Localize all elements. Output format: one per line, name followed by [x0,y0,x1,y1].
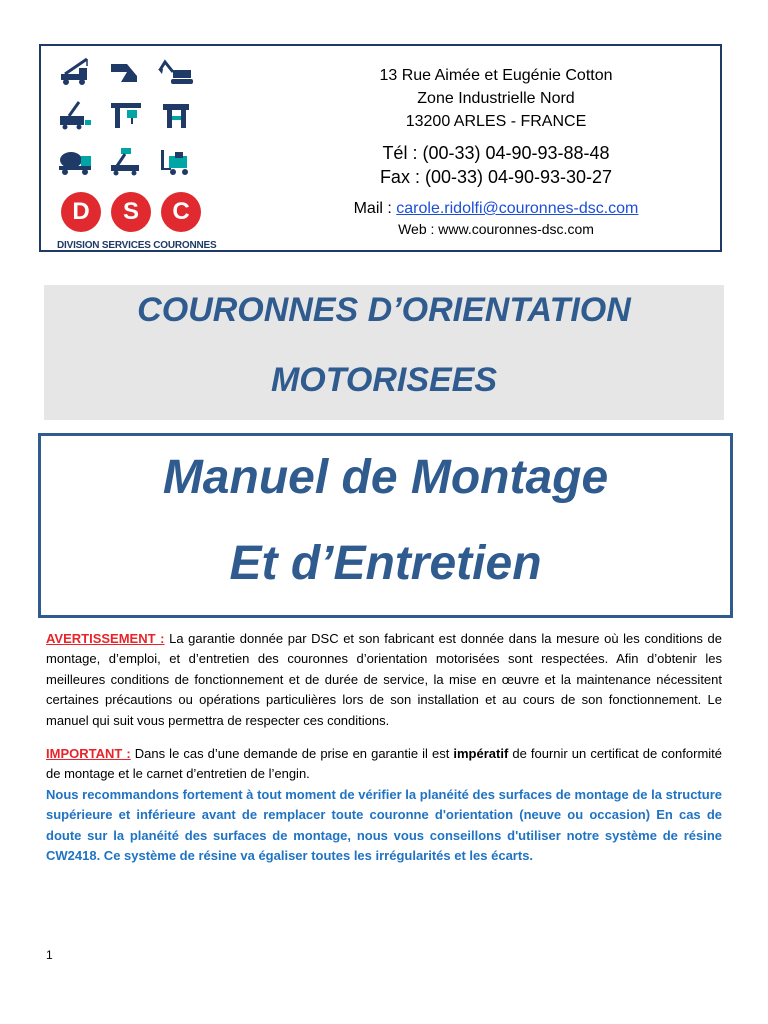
aerial-lift-icon [107,146,145,176]
machine-icon-grid [55,54,205,186]
logo-subtitle: DIVISION SERVICES COURONNES [57,240,217,251]
warning-text: La garantie donnée par DSC et son fabricant est donnée dans la mesure où les conditions de montage, d’emploi, et d’entretien des couronnes d’orientation motorisées sont respectées. Afin d’obtenir les meilleures conditions de fonctionnement et de durée de service, la mise en œuvre et la maintenance nécessitent certaines précautions ou opérations particulières lors de son installation et au cours de son fonctionnement. Le manuel qui suit vous permettra de respecter ces conditions. [46,631,722,728]
logo-letter-s: S [111,192,151,232]
logo-letter-d: D [61,192,101,232]
banner-title-line-2: MOTORISEES [270,361,498,399]
important-paragraph [46,744,722,866]
recommendation-text: Nous recommandons fortement à tout moment de vérifier la planéité des surfaces de montage de la structure supérieure et inférieure avant de remplacer toute couronne d'orientation (neuve ou occasion) En cas de doute sur la planéité des surfaces de montage, nous vous conseillons d'utiliser notre système de résine CW2418. Ce système de résine va égaliser toutes les irrégularités et les écarts. [46,786,722,864]
manual-title-box [38,433,733,618]
address-line-3: 13200 ARLES - FRANCE [405,113,587,130]
important-text-before: Dans le cas d’une demande de prise en garantie il est [130,746,454,761]
mail-link[interactable]: carole.ridolfi@couronnes-dsc.com [396,200,639,217]
contact-block [291,64,701,238]
excavator-icon [157,56,195,86]
warning-paragraph [46,629,722,731]
crane-truck-icon [57,56,95,86]
title-banner [44,285,724,420]
company-logo [55,54,217,254]
warning-label: AVERTISSEMENT : [46,631,165,646]
ramp-icon [107,56,145,86]
drill-rig-icon [57,100,95,130]
mail-line [291,197,701,220]
gantry-icon [107,100,145,130]
header-box [39,44,722,252]
website: Web : www.couronnes-dsc.com [398,221,594,237]
important-label: IMPORTANT : [46,746,131,761]
forklift-icon [157,100,195,130]
address-line-1: 13 Rue Aimée et Eugénie Cotton [379,67,613,84]
address-line-2: Zone Industrielle Nord [417,90,575,107]
banner-title-line-1: COURONNES D’ORIENTATION [137,291,631,329]
manual-title-line-1: Manuel de Montage [162,451,609,504]
fax: Fax : (00-33) 04-90-93-30-27 [379,167,613,187]
concrete-mixer-icon [57,146,95,176]
dsc-logo-letters [61,192,211,236]
important-text-after: de fournir un certificat de conformité de montage et le carnet d’entretien de l’engin. [46,746,723,782]
telephone: Tél : (00-33) 04-90-93-88-48 [382,143,610,163]
small-forklift-icon [157,146,195,176]
manual-title-line-2: Et d’Entretien [229,537,542,590]
mail-label: Mail : [353,200,397,217]
page-number: 1 [46,948,53,962]
important-emphasis: impératif [453,746,509,761]
logo-letter-c: C [161,192,201,232]
